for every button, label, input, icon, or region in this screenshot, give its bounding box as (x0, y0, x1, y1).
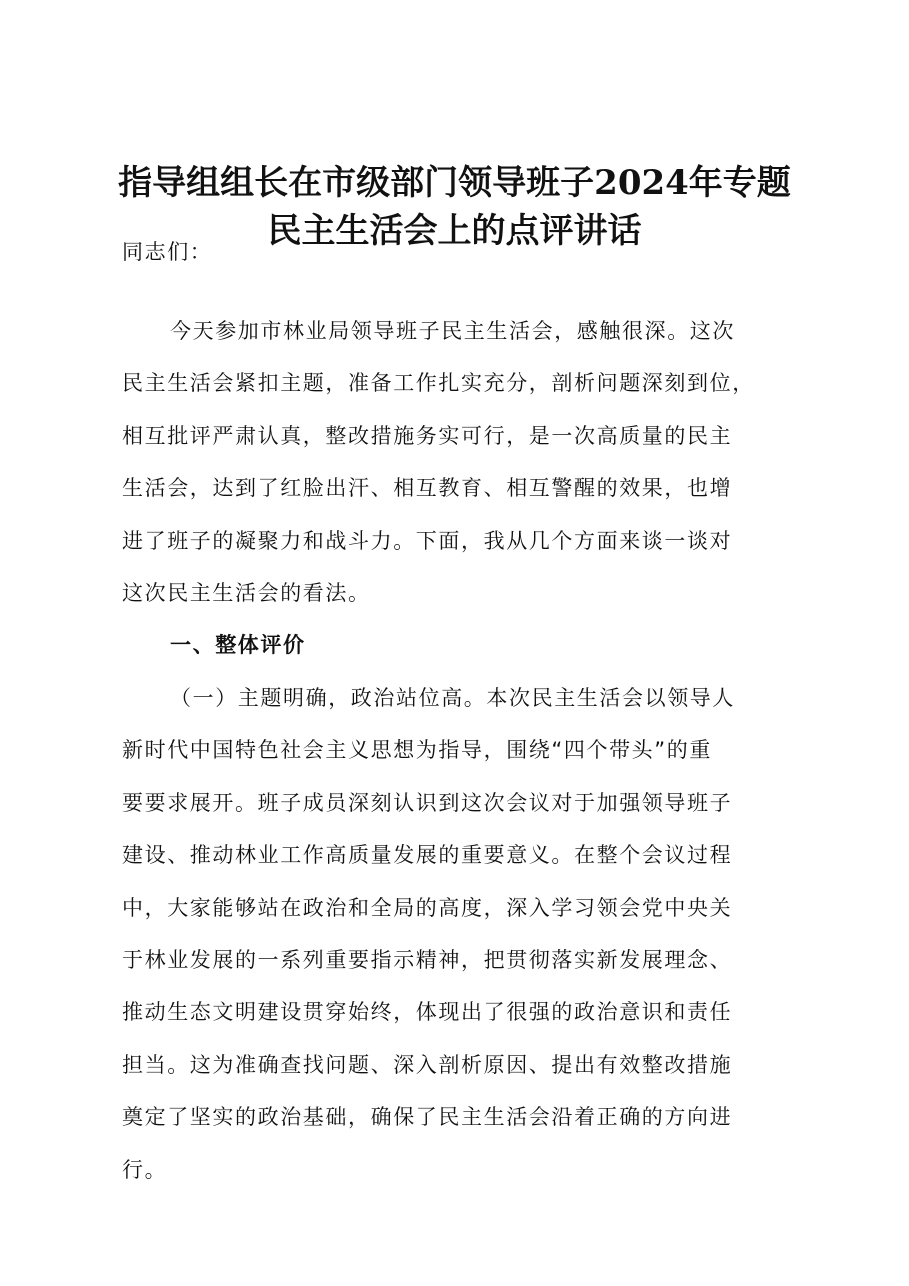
paragraph-1-line: 进了班子的凝聚力和战斗力。下面，我从几个方面来谈一谈对 (122, 529, 733, 553)
paragraph-1-line: 今天参加市林业局领导班子民主生活会，感触很深。这次 (170, 319, 735, 343)
paragraph-2-line: 建设、推动林业工作高质量发展的重要意义。在整个会议过程 (122, 843, 733, 867)
document-title-line-1: 指导组组长在市级部门领导班子2024年专题 (118, 163, 791, 203)
paragraph-1-line: 相互批评严肃认真，整改措施务实可行，是一次高质量的民主 (122, 424, 733, 448)
paragraph-1-line: 这次民主生活会的看法。 (122, 581, 371, 605)
salutation: 同志们： (122, 240, 213, 264)
paragraph-2-line: 奠定了坚实的政治基础，确保了民主生活会沿着正确的方向进 (122, 1105, 733, 1129)
paragraph-2-line: 要要求展开。班子成员深刻认识到这次会议对于加强领导班子 (122, 791, 733, 815)
document-title-line-2: 民主生活会上的点评讲话 (267, 211, 642, 251)
paragraph-2-line: 推动生态文明建设贯穿始终，体现出了很强的政治意识和责任 (122, 1000, 733, 1024)
paragraph-1-line: 民主生活会紧扣主题，准备工作扎实充分，剖析问题深刻到位， (122, 371, 755, 395)
paragraph-2-line: （一）主题明确，政治站位高。本次民主生活会以领导人 (170, 686, 735, 710)
paragraph-2-line: 行。 (122, 1158, 168, 1182)
paragraph-2-line: 担当。这为准确查找问题、深入剖析原因、提出有效整改措施 (122, 1053, 733, 1077)
section-heading: 一、整体评价 (170, 633, 306, 657)
paragraph-2-line: 新时代中国特色社会主义思想为指导，围绕“四个带头”的重 (122, 738, 712, 762)
paragraph-2-line: 于林业发展的一系列重要指示精神，把贯彻落实新发展理念、 (122, 948, 733, 972)
paragraph-2-line: 中，大家能够站在政治和全局的高度，深入学习领会党中央关 (122, 896, 733, 920)
paragraph-1-line: 生活会，达到了红脸出汗、相互教育、相互警醒的效果，也增 (122, 476, 733, 500)
